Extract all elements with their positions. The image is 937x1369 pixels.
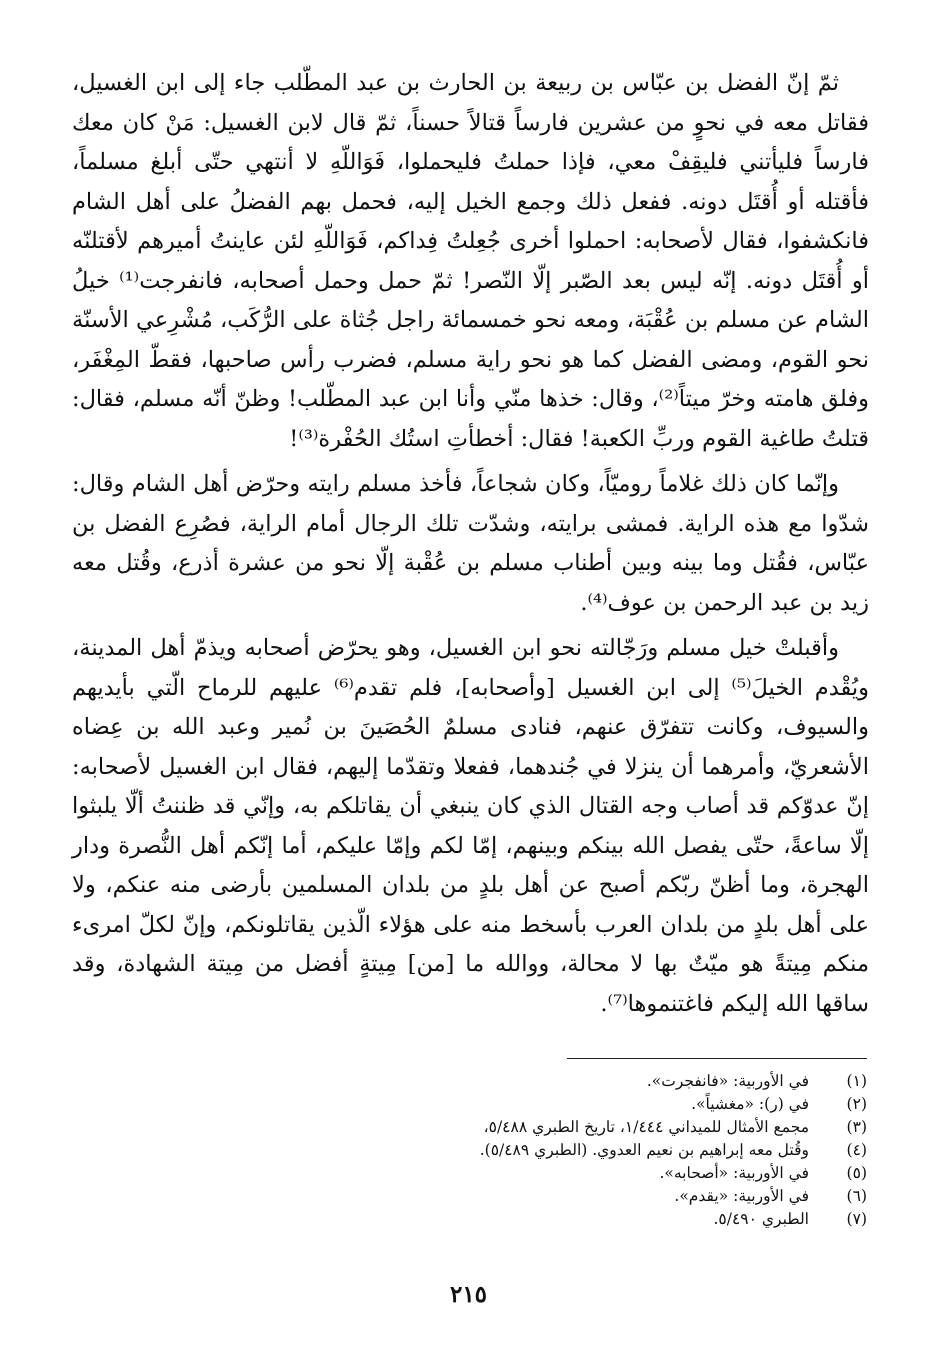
footnote-text: مجمع الأمثال للميداني ١/٤٤٤، تاريخ الطبري ٥/٤٨٨،: [483, 1118, 809, 1136]
footnote: [307, 1139, 867, 1162]
paragraph-3: وأقبلتْ خيل مسلم ورَجّالته نحو ابن الغسيل، وهو يحرّض أصحابه ويذمّ أهل المدينة، ويُقْدم الخيلَ⁽⁵⁾ إلى ابن الغسيل [وأصحابه]، فلم تقدم⁽⁶⁾ عليهم للرماح الّتي بأيديهم والسيوف، وكانت تتفرّق عنهم، فنادى مسلمٌ الحُصَينَ بن نُمير وعبد الله بن عِضاه الأشعريّ، وأمرهما أن ينزلا في جُندهما، ففعلا وتقدّما إليهم، فقال ابن الغسيل لأصحابه: إنّ عدوّكم قد أصاب وجه القتال الذي كان ينبغي أن يقاتلكم به، وإنّي قد ظننتُ ألّا يلبثوا إلّا ساعةً، حتّى يفصل الله بينكم وبينهم، إمّا لكم وإمّا عليكم، أما إنّكم أهل النُّصرة ودار الهجرة، وما أظنّ ربّكم أصبح عن أهل بلدٍ من بلدان المسلمين بأرضى منه عنكم، ولا على أهل بلدٍ من بلدان العرب بأسخط منه على هؤلاء الّذين يقاتلونكم، وإنّ لكلّ امرىء منكم مِيتةً هو ميّتٌ بها لا محالة، ووالله ما [من] مِيتةٍ أفضل من مِيتة الشهادة، وقد ساقها الله إليكم فاغتنموها⁽⁷⁾.: [72, 635, 870, 1017]
footnote: [307, 1162, 867, 1185]
paragraph-1: ثمّ إنّ الفضل بن عبّاس بن ربيعة بن الحارث بن عبد المطّلب جاء إلى ابن الغسيل، فقاتل معه في نحوٍ من عشرين فارساً قتالاً حسناً، ثمّ قال لابن الغسيل: مَنْ كان معك فارساً فليأتني فليقِفْ معي، فإذا حملتُ فليحملوا، فَوَاللّهِ لا أنتهي حتّى أبلغ مسلماً، فأقتله أو أُقتَل دونه. ففعل ذلك وجمع الخيل إليه، فحمل بهم الفضلُ على أهل الشام فانكشفوا، فقال لأصحابه: احملوا أخرى جُعِلتُ فِداكم، فَوَاللّهِ لئن عاينتُ أميرهم لأقتلنّه أو أُقتَل دونه. إنّه ليس بعد الصّبر إلّا النّصر! ثمّ حمل وحمل أصحابه، فانفرجت⁽¹⁾ خيلُ الشام عن مسلم بن عُقْبَة، ومعه نحو خمسمائة راجل جُثاة على الرُّكَب، مُشْرِعي الأسنّة نحو القوم، ومضى الفضل كما هو نحو راية مسلم، فضرب رأس صاحبها، فقطّ المِغْفَر، وفلق هامته وخرّ ميتاً⁽²⁾، وقال: خذها منّي وأنا ابن عبد المطّلب! وظنّ أنّه مسلم، فقال: قتلتُ طاغية القوم وربِّ الكعبة! فقال: أخطأتِ استُك الحُفْرة⁽³⁾!: [72, 70, 869, 452]
main-text: [72, 64, 869, 1024]
footnote-number: (١): [846, 1072, 867, 1090]
footnote-number: (٤): [846, 1141, 867, 1159]
footnote-number: (٧): [846, 1210, 867, 1228]
footnote: [307, 1185, 867, 1208]
footnote-text: في الأوربية: «يقدم».: [674, 1187, 809, 1205]
footnote-text: في الأوربية: «فانفجرت».: [646, 1072, 809, 1090]
footnote-number: (٣): [846, 1118, 867, 1136]
footnotes: [307, 1070, 867, 1231]
footnote-text: في الأوربية: «أصحابه».: [659, 1164, 809, 1182]
footnote-number: (٢): [846, 1095, 867, 1113]
footnote-divider: [567, 1058, 867, 1059]
paragraph-2: وإنّما كان ذلك غلاماً روميّاً، وكان شجاعاً، فأخذ مسلم رايته وحرّض أهل الشام وقال: شدّوا مع هذه الراية. فمشى برايته، وشدّت تلك الرجال أمام الراية، فصُرِع الفضل بن عبّاس، فقُتل وما بينه وبين أطناب مسلم بن عُقْبة إلّا نحو من عشرة أذرع، وقُتل معه زيد بن عبد الرحمن بن عوف⁽⁴⁾.: [72, 471, 869, 616]
footnote-number: (٥): [846, 1164, 867, 1182]
footnote: [307, 1116, 867, 1139]
footnote-number: (٦): [846, 1187, 867, 1205]
footnote: [307, 1093, 867, 1116]
footnote-text: وقُتل معه إبراهيم بن نعيم العدوي. (الطبري ٥/٤٨٩).: [479, 1141, 809, 1159]
footnote: [307, 1208, 867, 1231]
footnote-text: الطبري ٥/٤٩٠.: [713, 1210, 809, 1228]
footnote-text: في (ر): «مغشياً».: [691, 1095, 809, 1113]
footnote: [307, 1070, 867, 1093]
page-number: ٢١٥: [449, 1281, 488, 1308]
